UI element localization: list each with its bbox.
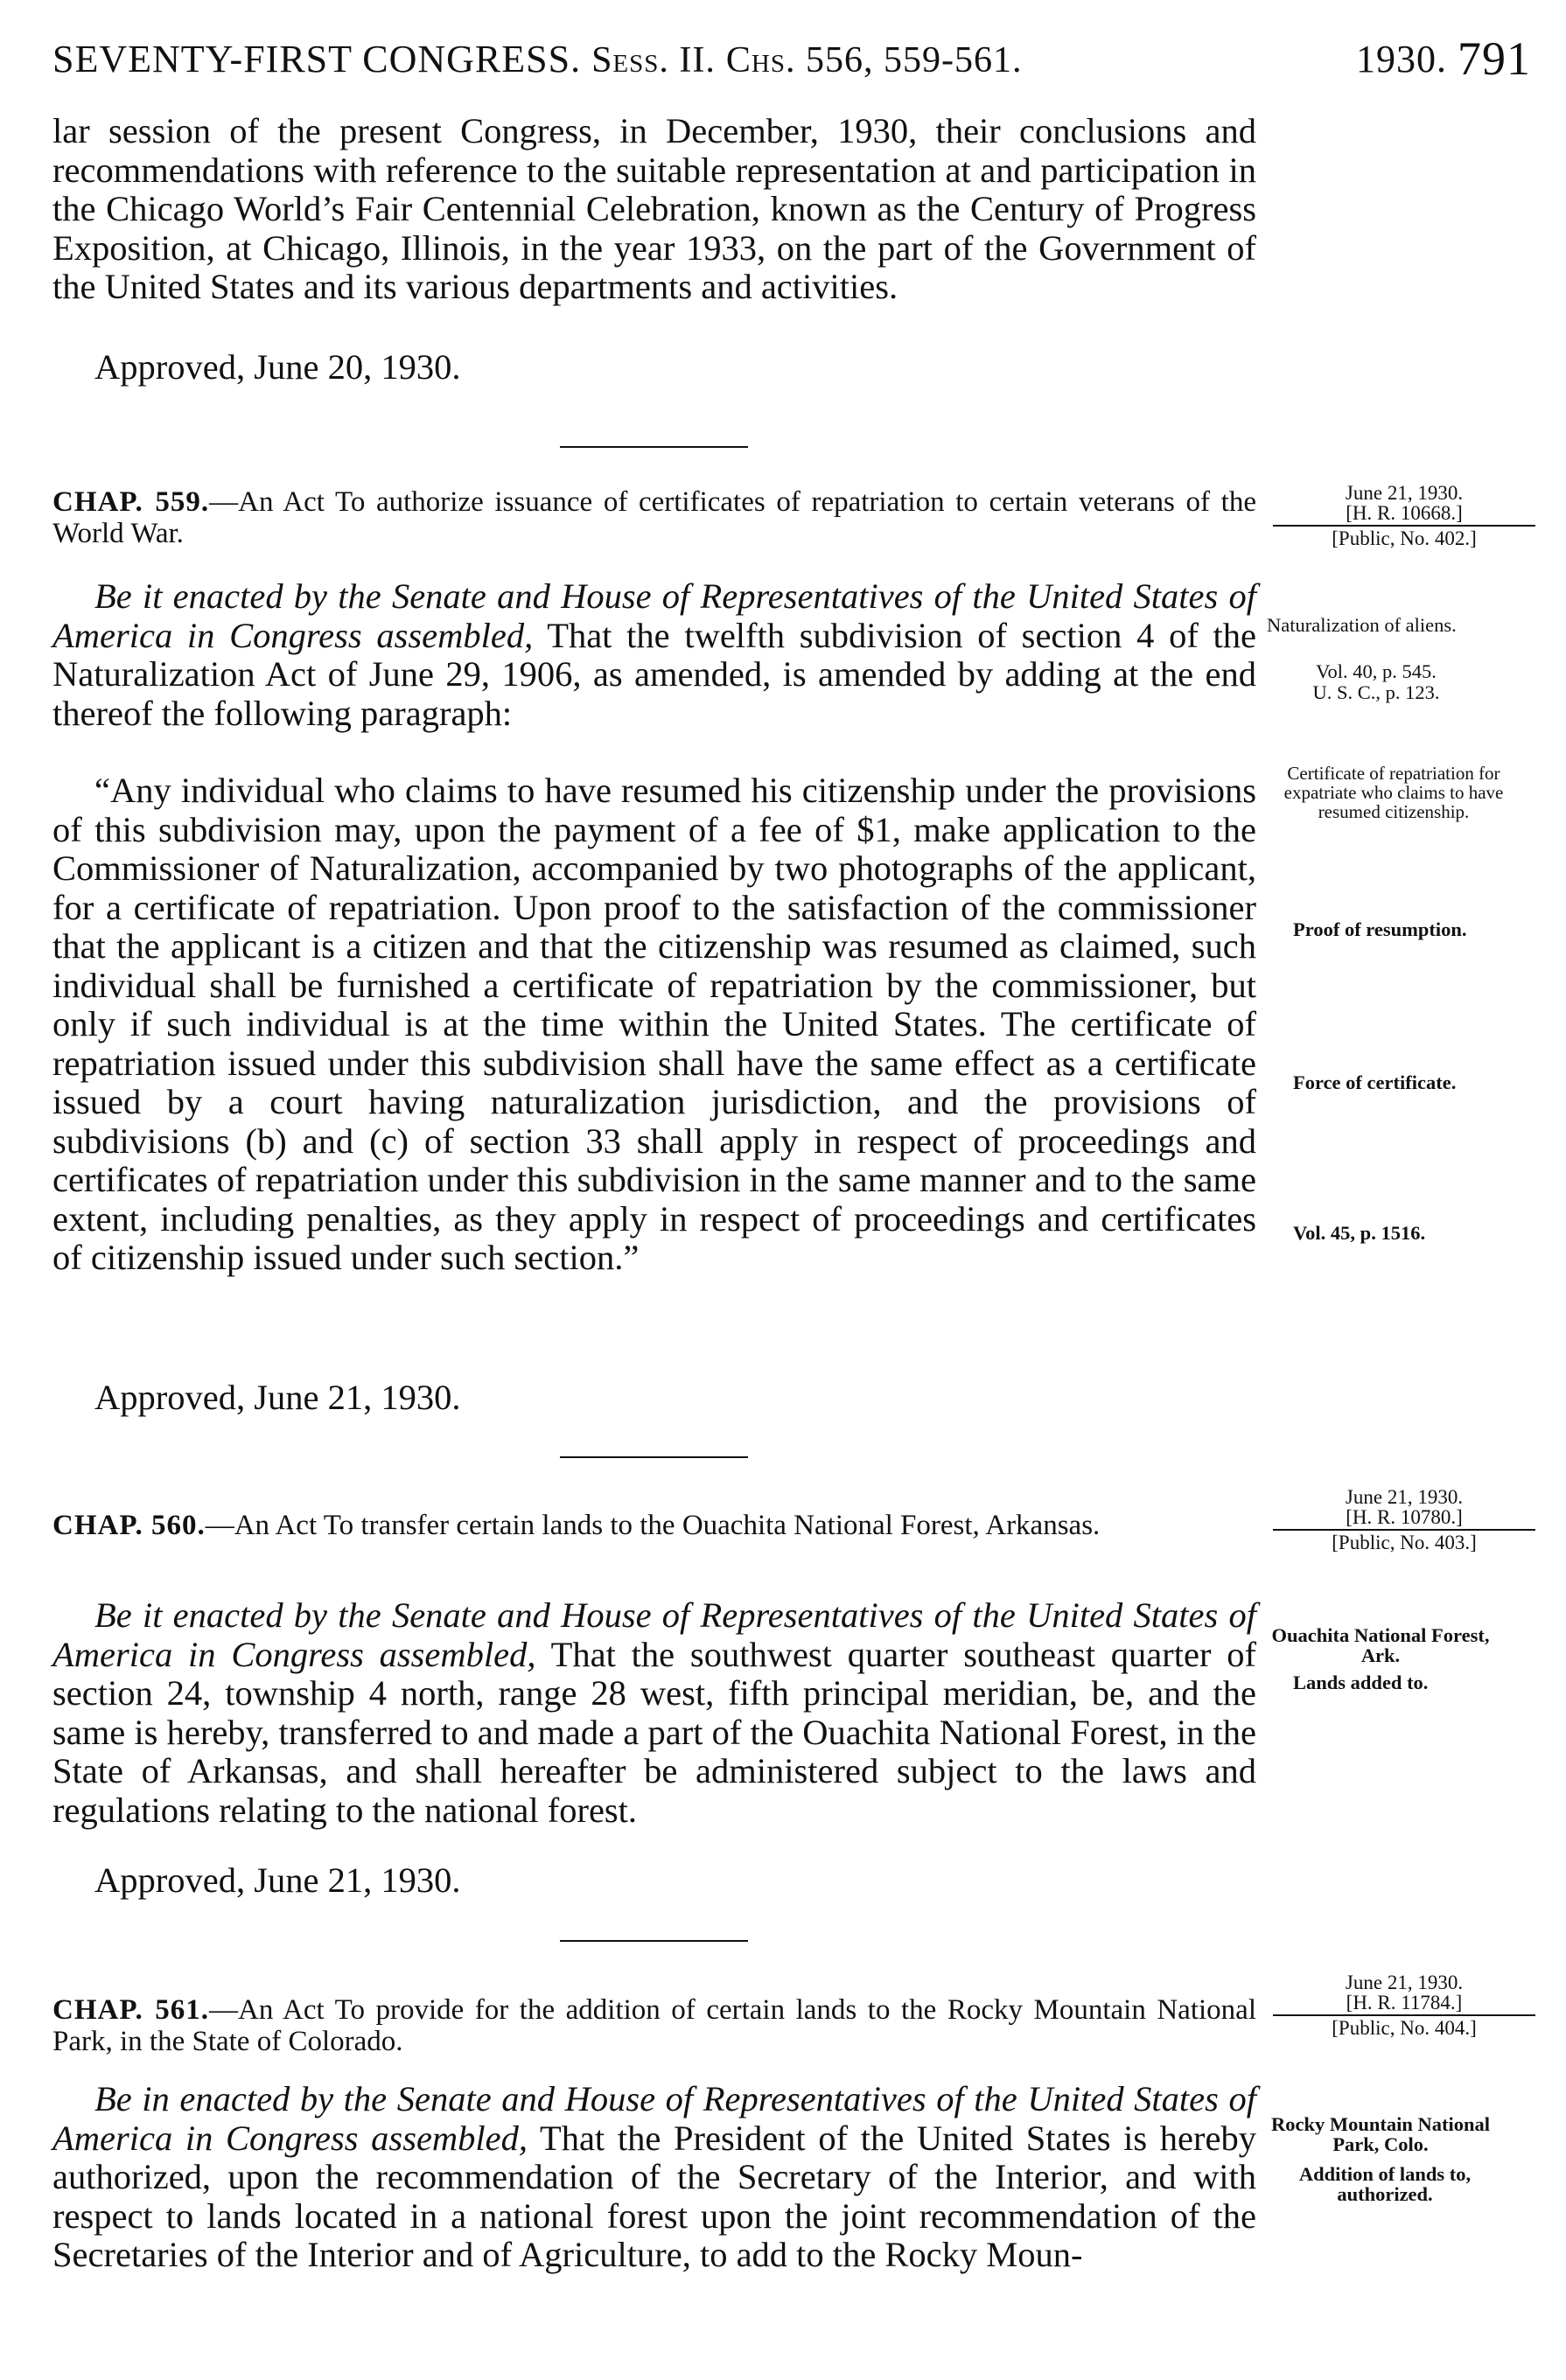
- note-certificate: Certificate of repatriation for expatriate who claims to have resumed citizenship.: [1283, 763, 1504, 822]
- section-divider: [560, 1940, 748, 1942]
- chap-560-title-text: —An Act To transfer certain lands to the Ouachita National Forest, Arkansas.: [205, 1510, 1101, 1541]
- note-lands-added: Lands added to.: [1293, 1672, 1429, 1693]
- header-left: [52, 37, 1022, 81]
- chap-559-para-2: [52, 771, 1256, 1278]
- chap-561-date: June 21, 1930.: [1345, 1972, 1464, 1993]
- chap-559-margin-reference: [1273, 483, 1535, 548]
- chap-561-text: That the President of the United States is hereby authorized, upon the recommendation of the Secretary of the Interior, and with respect to lands located in a national forest upon the joint recommendation of the Secretaries of the Interior and of Agriculture, to add to the Rocky Moun-: [52, 2118, 1256, 2274]
- running-header: [52, 32, 1531, 89]
- chap-561-hr: [H. R. 11784.]: [1346, 1992, 1463, 2014]
- chap-561-enacting-clause: Be in enacted by the Senate and House of Representatives of the United States of America in Congress assembled,: [52, 2079, 1256, 2158]
- chap-559-para-2-text: “Any individual who claims to have resumed his citizenship under the provisions of this subdivision may, upon the payment of a fee of $1, make application to the Commissioner of Naturalization, accompanied by two photographs of the applicant, for a certificate of repatriation. Upon proof to the satisfaction of the commissioner that the applicant is a citizen and that the citizenship was resumed as claimed, such individual shall be furnished a certificate of repatriation by the commissioner, but only if such individual is at the time within the United States. The certificate of repatriation issued under this subdivision shall have the same effect as a certificate issued by a court having naturalization jurisdiction, and the provisions of subdivisions (b) and (c) of section 33 shall apply in respect of proceedings and certificates of repatriation under this subdivision in the same manner and to the same extent, including penalties, as they apply in respect of proceedings and certificates of citizenship issued under such section.”: [52, 771, 1256, 1277]
- session-label: Sess. II.: [591, 40, 716, 80]
- note-usc: U. S. C., p. 123.: [1312, 681, 1440, 703]
- note-addition-of-lands: Addition of lands to, authorized.: [1298, 2163, 1472, 2205]
- section-divider: [560, 446, 748, 448]
- note-rocky-mountain-park: Rocky Mountain National Park, Colo.: [1270, 2113, 1491, 2155]
- continuation-text: lar session of the present Congress, in December, 1930, their conclusions and recommendations with reference to the suitable representation at and participation in the Chicago World’s Fair Centennial Celebration, known as the Century of Progress Exposition, at Chicago, Illinois, in the year 1933, on the part of the Government of the United States and its various departments and activities.: [52, 111, 1256, 306]
- chap-561-public: [Public, No. 404.]: [1273, 2014, 1535, 2038]
- congress-title: SEVENTY-FIRST CONGRESS.: [52, 38, 582, 80]
- chap-559-para-1: [52, 577, 1256, 733]
- chap-559-public: [Public, No. 402.]: [1273, 525, 1535, 548]
- note-naturalization: Naturalization of aliens.: [1267, 614, 1457, 636]
- chap-559-approved: Approved, June 21, 1930.: [94, 1378, 461, 1417]
- chap-560-date: June 21, 1930.: [1345, 1486, 1464, 1508]
- chap-560-margin-reference: [1273, 1487, 1535, 1553]
- chap-560-title: [52, 1510, 1256, 1541]
- chap-560-para: [52, 1596, 1256, 1830]
- chap-560-enacting-clause: Be it enacted by the Senate and House of Representatives of the United States of America in Congress assembled,: [52, 1595, 1256, 1674]
- continuation-approved: Approved, June 20, 1930.: [94, 347, 461, 387]
- chap-561-para: [52, 2080, 1256, 2275]
- chap-560-text: That the southwest quarter southeast quarter of section 24, township 4 north, range 28 west, fifth principal meridian, be, and the same is hereby, transferred to and made a part of the Ouachita National Forest, in the State of Arkansas, and shall hereafter be administered subject to the laws and regulations relating to the national forest.: [52, 1634, 1256, 1830]
- chap-559-date: June 21, 1930.: [1345, 482, 1464, 504]
- chap-560-approved: Approved, June 21, 1930.: [94, 1860, 461, 1900]
- chapters-label: Chs. 556, 559-561.: [725, 40, 1023, 80]
- note-vol-45: Vol. 45, p. 1516.: [1293, 1222, 1426, 1244]
- chap-560-public: [Public, No. 403.]: [1273, 1529, 1535, 1553]
- header-year: 1930.: [1356, 38, 1447, 80]
- chap-559-para-1-text: That the twelfth subdivision of section 4 of the Naturalization Act of June 29, 1906, as amended, is amended by adding at the end thereof the following paragraph:: [52, 615, 1256, 733]
- note-force: Force of certificate.: [1293, 1071, 1457, 1093]
- chap-559-hr: [H. R. 10668.]: [1346, 502, 1463, 524]
- chap-560-hr: [H. R. 10780.]: [1346, 1506, 1463, 1528]
- chap-561-title-text: —An Act To provide for the addition of certain lands to the Rocky Mountain National Park, in the State of Colorado.: [52, 1994, 1256, 2057]
- continuation-paragraph: [52, 112, 1256, 307]
- chap-559-enacting-clause: Be it enacted by the Senate and House of Representatives of the United States of America in Congress assembled,: [52, 576, 1256, 655]
- page-number: 791: [1458, 32, 1531, 85]
- chap-561-margin-reference: [1273, 1972, 1535, 2038]
- note-ouachita-forest: Ouachita National Forest, Ark.: [1271, 1624, 1490, 1666]
- note-proof: Proof of resumption.: [1293, 918, 1467, 940]
- chap-559-label: CHAP. 559.: [52, 486, 210, 518]
- chap-561-label: CHAP. 561.: [52, 1994, 209, 2026]
- chap-559-title-text: —An Act To authorize issuance of certificates of repatriation to certain veterans of the World War.: [52, 486, 1256, 549]
- chap-559-title: [52, 486, 1256, 549]
- chap-560-label: CHAP. 560.: [52, 1510, 206, 1541]
- chap-561-title: [52, 1994, 1256, 2057]
- section-divider: [560, 1456, 748, 1458]
- note-vol-40: Vol. 40, p. 545.: [1316, 660, 1437, 682]
